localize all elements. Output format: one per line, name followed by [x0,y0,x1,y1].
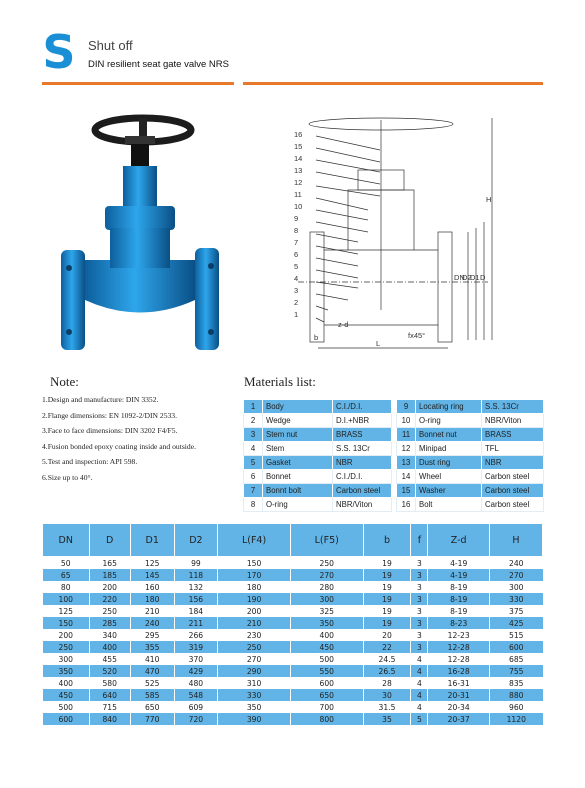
table-cell: 4 [411,653,428,665]
table-cell: 600 [43,713,90,725]
column-header: DN [43,524,90,557]
table-row [43,653,543,665]
table-cell: 4 [411,677,428,689]
material-material: NBR [333,456,392,470]
material-no: 5 [244,456,263,470]
table-cell: 100 [43,593,90,605]
table-cell: 3 [411,593,428,605]
table-cell: 20-37 [428,713,490,725]
dim-D2: D2 [462,273,472,282]
material-part: Bonnet [263,470,333,484]
table-row [43,641,543,653]
material-no: 1 [244,400,263,414]
dim-D: D [480,273,486,282]
dim-DN: DN [454,273,465,282]
column-header: H [490,524,543,557]
column-header: Z-d [428,524,490,557]
table-cell: 200 [218,605,291,617]
table-cell: 20 [363,629,411,641]
dim-D1: D1 [470,273,480,282]
table-cell: 585 [130,689,174,701]
dim-zd: z-d [338,320,349,329]
table-cell: 300 [43,653,90,665]
table-cell: 270 [218,653,291,665]
table-cell: 240 [490,557,543,570]
note-item: 6.Size up to 40°. [42,472,93,482]
table-cell: 12-28 [428,641,490,653]
material-material: Carbon steel [482,470,544,484]
material-part: Wheel [416,470,482,484]
table-cell: 4-19 [428,569,490,581]
table-cell: 290 [218,665,291,677]
materials-row [397,470,544,484]
table-cell: 650 [290,689,363,701]
table-cell: 470 [130,665,174,677]
materials-row [244,484,392,498]
table-cell: 390 [218,713,291,725]
table-cell: 450 [290,641,363,653]
table-cell: 3 [411,581,428,593]
table-cell: 12-28 [428,653,490,665]
materials-row [397,456,544,470]
table-cell: 3 [411,557,428,570]
table-cell: 600 [290,677,363,689]
callout-3: 3 [294,286,299,295]
material-no: 10 [397,414,416,428]
table-cell: 170 [218,569,291,581]
table-cell: 720 [174,713,218,725]
valve-drawing [288,110,503,355]
material-no: 12 [397,442,416,456]
table-row [43,581,543,593]
table-cell: 715 [89,701,130,713]
table-cell: 525 [130,677,174,689]
logo-letter: S [42,30,76,72]
table-cell: 180 [218,581,291,593]
table-cell: 400 [89,641,130,653]
table-cell: 400 [290,629,363,641]
table-cell: 250 [43,641,90,653]
material-no: 3 [244,428,263,442]
materials-row [244,498,392,512]
table-cell: 150 [43,617,90,629]
table-cell: 1120 [490,713,543,725]
table-cell: 300 [490,581,543,593]
callout-6: 6 [294,250,299,259]
table-cell: 755 [490,665,543,677]
table-cell: 500 [290,653,363,665]
table-cell: 266 [174,629,218,641]
header-divider-left [42,82,234,85]
material-no: 16 [397,498,416,512]
table-cell: 16-28 [428,665,490,677]
table-cell: 280 [290,581,363,593]
material-material: Carbon steel [482,484,544,498]
material-material: BRASS [333,428,392,442]
material-material: BRASS [482,428,544,442]
table-cell: 3 [411,617,428,629]
materials-row [244,414,392,428]
table-cell: 700 [290,701,363,713]
table-cell: 270 [290,569,363,581]
table-row [43,617,543,629]
callout-11: 11 [294,190,302,199]
column-header: L(F4) [218,524,291,557]
material-part: Bonnet nut [416,428,482,442]
table-cell: 210 [218,617,291,629]
materials-table-right [396,399,544,512]
callout-1: 1 [294,310,299,319]
table-cell: 770 [130,713,174,725]
table-cell: 210 [130,605,174,617]
table-cell: 125 [130,557,174,570]
table-cell: 250 [290,557,363,570]
table-cell: 19 [363,569,411,581]
table-cell: 20-34 [428,701,490,713]
table-cell: 19 [363,593,411,605]
table-cell: 240 [130,617,174,629]
note-item: 4.Fusion bonded epoxy coating inside and outside. [42,441,196,451]
table-cell: 840 [89,713,130,725]
material-no: 15 [397,484,416,498]
table-cell: 5 [411,713,428,725]
material-part: Locating ring [416,400,482,414]
material-no: 4 [244,442,263,456]
table-cell: 200 [89,581,130,593]
material-no: 13 [397,456,416,470]
table-cell: 520 [89,665,130,677]
table-cell: 156 [174,593,218,605]
material-part: Wedge [263,414,333,428]
materials-row [397,442,544,456]
table-cell: 515 [490,629,543,641]
table-cell: 185 [89,569,130,581]
table-cell: 184 [174,605,218,617]
material-no: 11 [397,428,416,442]
callout-12: 12 [294,178,303,187]
table-cell: 4 [411,701,428,713]
table-cell: 19 [363,617,411,629]
material-no: 14 [397,470,416,484]
table-cell: 145 [130,569,174,581]
callout-2: 2 [294,298,299,307]
table-cell: 19 [363,557,411,570]
dim-b: b [314,333,319,342]
material-material: S.S. 13Cr [482,400,544,414]
table-cell: 4 [411,665,428,677]
table-cell: 4-19 [428,557,490,570]
table-cell: 3 [411,629,428,641]
callout-15: 15 [294,142,303,151]
callout-5: 5 [294,262,299,271]
material-material: NBR/Viton [333,498,392,512]
materials-row [244,470,392,484]
callout-14: 14 [294,154,303,163]
table-cell: 270 [490,569,543,581]
callout-16: 16 [294,130,303,139]
table-cell: 285 [89,617,130,629]
materials-row [244,428,392,442]
column-header: f [411,524,428,557]
table-cell: 26.5 [363,665,411,677]
materials-row [397,498,544,512]
table-cell: 19 [363,605,411,617]
table-cell: 8-19 [428,605,490,617]
material-material: Carbon steel [482,498,544,512]
dim-H: H [486,195,492,204]
table-cell: 500 [43,701,90,713]
table-cell: 455 [89,653,130,665]
table-cell: 355 [130,641,174,653]
table-cell: 65 [43,569,90,581]
table-cell: 370 [174,653,218,665]
material-part: O-ring [263,498,333,512]
table-cell: 24.5 [363,653,411,665]
table-cell: 132 [174,581,218,593]
valve-photo [55,110,225,360]
material-part: Minipad [416,442,482,456]
material-part: O-ring [416,414,482,428]
material-no: 7 [244,484,263,498]
materials-table-left [243,399,392,512]
column-header: D2 [174,524,218,557]
table-cell: 800 [290,713,363,725]
table-cell: 960 [490,701,543,713]
callout-13: 13 [294,166,303,175]
table-cell: 150 [218,557,291,570]
callout-10: 10 [294,202,303,211]
product-subtitle: DIN resilient seat gate valve NRS [88,59,229,70]
table-row [43,569,543,581]
material-no: 6 [244,470,263,484]
material-part: Stem nut [263,428,333,442]
table-cell: 375 [490,605,543,617]
table-cell: 429 [174,665,218,677]
table-cell: 19 [363,581,411,593]
material-part: Bonnt bolt [263,484,333,498]
note-item: 2.Flange dimensions: EN 1092-2/DIN 2533. [42,410,177,420]
table-cell: 319 [174,641,218,653]
table-cell: 250 [89,605,130,617]
table-cell: 580 [89,677,130,689]
column-header: D [89,524,130,557]
table-cell: 350 [290,617,363,629]
materials-title: Materials list: [244,374,316,389]
table-row [43,593,543,605]
table-cell: 325 [290,605,363,617]
s-logo [42,30,76,72]
table-row [43,677,543,689]
table-cell: 230 [218,629,291,641]
table-row [43,665,543,677]
material-part: Dust ring [416,456,482,470]
table-cell: 3 [411,641,428,653]
material-material: C.I./D.I. [333,470,392,484]
material-part: Washer [416,484,482,498]
table-cell: 118 [174,569,218,581]
materials-row [244,456,392,470]
table-cell: 99 [174,557,218,570]
note-list [42,392,196,485]
table-cell: 8-19 [428,581,490,593]
table-cell: 250 [218,641,291,653]
table-cell: 600 [490,641,543,653]
table-row [43,605,543,617]
material-part: Stem [263,442,333,456]
material-material: NBR [482,456,544,470]
table-cell: 400 [43,677,90,689]
table-cell: 165 [89,557,130,570]
table-cell: 8-19 [428,593,490,605]
callout-8: 8 [294,226,299,235]
table-cell: 350 [43,665,90,677]
materials-row [397,428,544,442]
table-cell: 310 [218,677,291,689]
table-cell: 31.5 [363,701,411,713]
materials-row [244,400,392,414]
note-item: 1.Design and manufacture: DIN 3352. [42,395,159,404]
table-row [43,689,543,701]
column-header: b [363,524,411,557]
material-material: C.I./D.I. [333,400,392,414]
material-material: NBR/Viton [482,414,544,428]
table-cell: 880 [490,689,543,701]
table-cell: 220 [89,593,130,605]
note-item: 5.Test and inspection: API 598. [42,457,138,466]
table-cell: 35 [363,713,411,725]
materials-row [244,442,392,456]
table-cell: 410 [130,653,174,665]
table-cell: 480 [174,677,218,689]
material-material: D.I.+NBR [333,414,392,428]
table-cell: 190 [218,593,291,605]
note-title: Note: [50,374,79,389]
callout-7: 7 [294,238,299,247]
material-material: Carbon steel [333,484,392,498]
table-cell: 640 [89,689,130,701]
table-cell: 28 [363,677,411,689]
table-cell: 330 [218,689,291,701]
table-cell: 30 [363,689,411,701]
table-cell: 200 [43,629,90,641]
dimensions-table [42,523,543,725]
table-cell: 548 [174,689,218,701]
table-cell: 650 [130,701,174,713]
materials-row [397,414,544,428]
table-cell: 50 [43,557,90,570]
table-cell: 350 [218,701,291,713]
materials-row [397,484,544,498]
table-cell: 340 [89,629,130,641]
column-header: D1 [130,524,174,557]
callout-9: 9 [294,214,299,223]
note-item: 3.Face to face dimensions: DIN 3202 F4/F5. [42,426,178,435]
column-header: L(F5) [290,524,363,557]
material-material: S.S. 13Cr [333,442,392,456]
category-title: Shut off [88,38,133,53]
table-cell: 4 [411,689,428,701]
table-cell: 180 [130,593,174,605]
table-cell: 16-31 [428,677,490,689]
material-material: TFL [482,442,544,456]
table-cell: 295 [130,629,174,641]
material-part: Gasket [263,456,333,470]
table-cell: 160 [130,581,174,593]
material-part: Body [263,400,333,414]
table-cell: 330 [490,593,543,605]
table-row [43,557,543,570]
table-cell: 835 [490,677,543,689]
table-row [43,629,543,641]
table-cell: 211 [174,617,218,629]
material-part: Bolt [416,498,482,512]
table-cell: 425 [490,617,543,629]
dim-L: L [376,339,381,348]
table-cell: 22 [363,641,411,653]
table-cell: 609 [174,701,218,713]
table-cell: 20-31 [428,689,490,701]
table-cell: 8-23 [428,617,490,629]
table-cell: 685 [490,653,543,665]
dim-f: fx45° [408,331,426,340]
table-row [43,701,543,713]
table-cell: 12-23 [428,629,490,641]
material-no: 2 [244,414,263,428]
material-no: 8 [244,498,263,512]
table-cell: 80 [43,581,90,593]
material-no: 9 [397,400,416,414]
table-cell: 3 [411,569,428,581]
table-cell: 3 [411,605,428,617]
table-cell: 125 [43,605,90,617]
table-cell: 450 [43,689,90,701]
table-cell: 550 [290,665,363,677]
table-row [43,713,543,725]
callout-4: 4 [294,274,299,283]
header-divider-right [243,82,543,85]
materials-row [397,400,544,414]
table-cell: 300 [290,593,363,605]
